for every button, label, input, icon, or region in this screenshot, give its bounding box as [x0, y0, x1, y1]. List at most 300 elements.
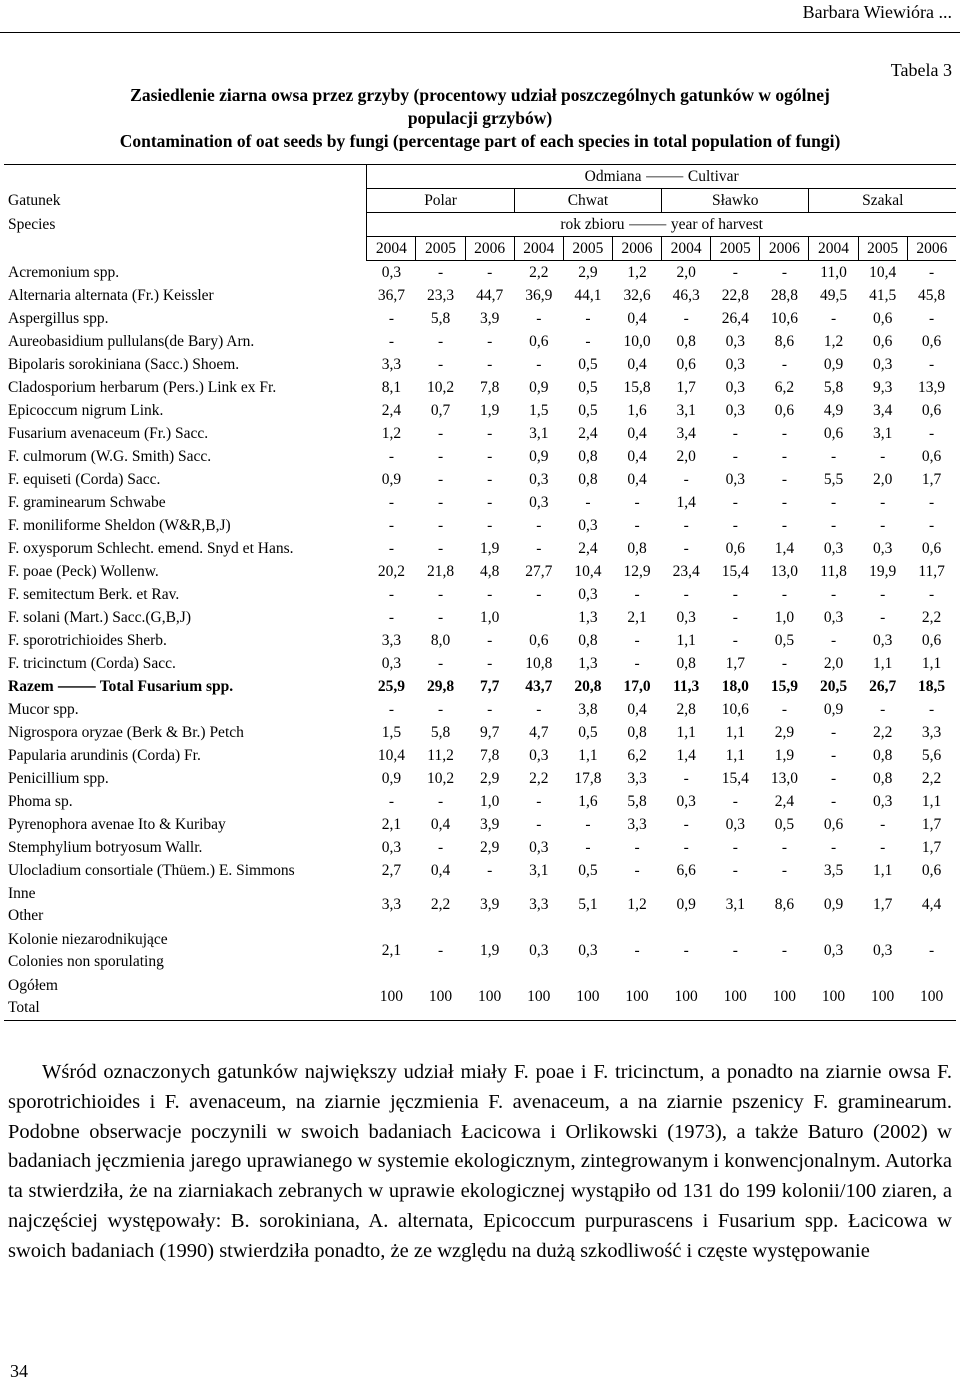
value-cell: -: [781, 862, 787, 879]
value-cell: -: [880, 448, 886, 465]
value-cell: 36,9: [525, 287, 553, 304]
value-cell: 100: [563, 974, 612, 1021]
value-cell: 1,1: [921, 793, 942, 810]
value-cell: -: [830, 632, 837, 649]
value-cell: -: [487, 701, 493, 718]
value-cell: 0,6: [921, 448, 942, 465]
value-cell: 4,8: [479, 563, 500, 580]
value-cell: -: [487, 494, 493, 511]
value-cell: 2,2: [872, 724, 893, 741]
value-cell: -: [437, 264, 444, 281]
table-row: [4, 744, 956, 767]
table-row: [4, 284, 956, 307]
value-cell: 1,1: [676, 724, 696, 741]
value-cell: 28,8: [770, 287, 798, 304]
value-cell: -: [830, 494, 837, 511]
value-cell: -: [830, 770, 837, 787]
value-cell: 9,3: [872, 379, 893, 396]
species-name: Aspergillus spp.: [8, 310, 109, 327]
value-cell: [514, 606, 563, 629]
species-name-pl: Inne: [8, 885, 36, 902]
value-cell: 44,7: [476, 287, 504, 304]
value-cell: 3,8: [578, 701, 598, 718]
value-cell: -: [732, 517, 738, 534]
value-cell: 0,5: [578, 402, 598, 419]
value-cell: 0,4: [627, 448, 647, 465]
value-cell: -: [634, 586, 640, 603]
value-cell: -: [437, 839, 444, 856]
value-cell: -: [634, 494, 640, 511]
value-cell: 1,9: [479, 942, 500, 959]
value-cell: -: [388, 494, 394, 511]
value-cell: 3,9: [479, 310, 500, 327]
value-cell: 1,7: [676, 379, 696, 396]
value-cell: 1,1: [872, 862, 893, 879]
value-cell: 15,8: [623, 379, 651, 396]
value-cell: 0,8: [872, 770, 893, 787]
value-cell: 0,8: [676, 655, 696, 672]
value-cell: -: [781, 655, 787, 672]
value-cell: -: [388, 609, 394, 626]
value-cell: 0,9: [381, 770, 402, 787]
value-cell: 0,5: [578, 379, 598, 396]
value-cell: -: [781, 942, 787, 959]
value-cell: 1,6: [627, 402, 647, 419]
value-cell: 1,2: [627, 264, 647, 281]
value-cell: 1,9: [479, 540, 500, 557]
value-cell: -: [732, 862, 738, 879]
value-cell: -: [536, 310, 542, 327]
table-row: [4, 422, 956, 445]
value-cell: -: [732, 425, 738, 442]
value-cell: 100: [465, 974, 514, 1021]
page-number: 34: [10, 1361, 28, 1381]
value-cell: 0,8: [578, 632, 598, 649]
value-cell: 11,0: [820, 264, 847, 281]
species-name-en: Total: [8, 999, 40, 1016]
table-row: [4, 675, 956, 698]
value-cell: 0,3: [872, 540, 893, 557]
value-cell: 0,4: [430, 862, 451, 879]
value-cell: -: [781, 471, 787, 488]
value-cell: 0,8: [627, 724, 647, 741]
value-cell: 10,4: [574, 563, 602, 580]
year-header-cell: 2004: [367, 237, 416, 261]
species-name: Stemphylium botryosum Wallr.: [8, 839, 203, 856]
value-cell: 41,5: [869, 287, 897, 304]
value-cell: 0,6: [872, 310, 893, 327]
value-cell: 12,9: [623, 563, 651, 580]
value-cell: 1,7: [921, 471, 942, 488]
value-cell: -: [732, 494, 738, 511]
value-cell: 46,3: [672, 287, 700, 304]
value-cell: 32,6: [623, 287, 651, 304]
value-cell: 17,8: [574, 770, 602, 787]
value-cell: -: [732, 264, 738, 281]
value-cell: -: [487, 862, 493, 879]
value-cell: 6,2: [774, 379, 795, 396]
value-cell: 2,1: [627, 609, 647, 626]
year-header-cell: 2005: [416, 237, 465, 261]
value-cell: 0,3: [872, 356, 893, 373]
value-cell: 5,8: [430, 724, 451, 741]
value-cell: 7,8: [479, 379, 500, 396]
cultivar-slawko: Sławko: [662, 189, 809, 213]
value-cell: 0,3: [529, 471, 549, 488]
species-name: [4, 974, 367, 1021]
value-cell: 1,9: [774, 747, 795, 764]
table-row: [4, 790, 956, 813]
species-name: F. graminearum Schwabe: [8, 494, 166, 511]
value-cell: -: [830, 310, 837, 327]
value-cell: 36,7: [377, 287, 405, 304]
value-cell: -: [585, 333, 591, 350]
table-row: [4, 376, 956, 399]
table-row: [4, 491, 956, 514]
year-header-cell: 2004: [809, 237, 858, 261]
value-cell: -: [683, 816, 689, 833]
value-cell: 3,3: [381, 896, 402, 913]
value-cell: 100: [514, 974, 563, 1021]
value-cell: -: [830, 747, 837, 764]
year-header-cell: 2004: [514, 237, 563, 261]
value-cell: -: [536, 701, 542, 718]
value-cell: -: [388, 333, 394, 350]
value-cell: 3,9: [479, 896, 500, 913]
value-cell: -: [929, 701, 935, 718]
value-cell: -: [487, 632, 493, 649]
table-row: [4, 606, 956, 629]
value-cell: 17,0: [623, 678, 651, 695]
species-name: Cladosporium herbarum (Pers.) Link ex Fr.: [8, 379, 277, 396]
value-cell: -: [585, 310, 591, 327]
value-cell: 0,3: [529, 494, 549, 511]
value-cell: 3,4: [872, 402, 893, 419]
value-cell: 2,9: [774, 724, 795, 741]
table-caption: [0, 84, 960, 153]
value-cell: 15,4: [721, 770, 749, 787]
species-name: F. solani (Mart.) Sacc.(G,B,J): [8, 609, 192, 626]
value-cell: 1,4: [676, 747, 696, 764]
value-cell: 2,0: [872, 471, 893, 488]
value-cell: 3,1: [872, 425, 893, 442]
value-cell: 0,6: [725, 540, 745, 557]
value-cell: 1,5: [529, 402, 549, 419]
value-cell: 10,4: [869, 264, 897, 281]
value-cell: 11,7: [918, 563, 945, 580]
value-cell: -: [683, 770, 689, 787]
cultivar-header: Odmiana ⸻ Cultivar: [367, 165, 956, 189]
species-name: F. equiseti (Corda) Sacc.: [8, 471, 161, 488]
value-cell: 6,2: [627, 747, 647, 764]
table-row: [4, 353, 956, 376]
value-cell: 2,2: [921, 770, 942, 787]
caption-line-3: Contamination of oat seeds by fungi (percentage part of each species in total population of fungi): [119, 131, 841, 151]
value-cell: -: [683, 586, 689, 603]
species-header-pl: Gatunek: [8, 191, 61, 209]
value-cell: 6,6: [676, 862, 696, 879]
value-cell: 2,0: [676, 264, 696, 281]
value-cell: 0,3: [725, 379, 745, 396]
value-cell: 0,3: [529, 747, 549, 764]
value-cell: 22,8: [721, 287, 749, 304]
value-cell: -: [536, 793, 542, 810]
value-cell: 100: [711, 974, 760, 1021]
species-name: Epicoccum nigrum Link.: [8, 402, 164, 419]
value-cell: 0,3: [872, 632, 893, 649]
species-name: Penicillium spp.: [8, 770, 109, 787]
value-cell: 2,7: [381, 862, 402, 879]
table-row: [4, 583, 956, 606]
value-cell: -: [487, 448, 493, 465]
value-cell: 1,1: [725, 747, 745, 764]
value-cell: -: [487, 264, 493, 281]
value-cell: 3,3: [921, 724, 942, 741]
value-cell: 10,2: [426, 379, 455, 396]
value-cell: 1,9: [479, 402, 500, 419]
table-label: Tabela 3: [890, 60, 952, 80]
value-cell: 8,6: [774, 896, 795, 913]
species-name: F. poae (Peck) Wollenw.: [8, 563, 159, 580]
fungi-table: [4, 164, 956, 1021]
value-cell: 0,8: [676, 333, 696, 350]
value-cell: 1,7: [872, 896, 893, 913]
value-cell: 1,6: [578, 793, 598, 810]
species-name: F. tricinctum (Corda) Sacc.: [8, 655, 176, 672]
value-cell: 0,9: [823, 896, 844, 913]
value-cell: -: [437, 471, 444, 488]
value-cell: 23,4: [672, 563, 700, 580]
value-cell: -: [388, 701, 394, 718]
table-row: [4, 767, 956, 790]
species-name: Bipolaris sorokiniana (Sacc.) Shoem.: [8, 356, 240, 373]
value-cell: 2,4: [578, 425, 598, 442]
value-cell: -: [437, 494, 444, 511]
value-cell: 5,1: [578, 896, 598, 913]
value-cell: -: [388, 310, 394, 327]
value-cell: 2,4: [774, 793, 795, 810]
value-cell: -: [536, 586, 542, 603]
value-cell: -: [487, 425, 493, 442]
value-cell: -: [732, 586, 738, 603]
value-cell: -: [929, 517, 935, 534]
value-cell: -: [781, 264, 787, 281]
year-header-cell: 2006: [465, 237, 514, 261]
value-cell: 2,2: [921, 609, 942, 626]
value-cell: 0,3: [823, 540, 844, 557]
value-cell: 1,5: [381, 724, 402, 741]
value-cell: -: [388, 793, 394, 810]
table-row: [4, 836, 956, 859]
value-cell: -: [830, 724, 837, 741]
value-cell: 21,8: [426, 563, 455, 580]
value-cell: -: [781, 701, 787, 718]
value-cell: 0,3: [725, 402, 745, 419]
value-cell: -: [487, 586, 493, 603]
table-row: [4, 698, 956, 721]
species-name: F. semitectum Berk. et Rav.: [8, 586, 180, 603]
value-cell: 1,0: [479, 609, 500, 626]
table-row: [4, 514, 956, 537]
value-cell: 0,3: [381, 264, 402, 281]
value-cell: 2,2: [529, 770, 549, 787]
value-cell: 0,6: [921, 540, 942, 557]
value-cell: -: [683, 517, 689, 534]
species-name: Alternaria alternata (Fr.) Keissler: [8, 287, 214, 304]
species-name-en: Colonies non sporulating: [8, 953, 164, 970]
value-cell: 1,7: [921, 839, 942, 856]
value-cell: 1,1: [578, 747, 598, 764]
table-row: [4, 629, 956, 652]
year-header: rok zbioru ⸻ year of harvest: [367, 213, 956, 237]
value-cell: 0,6: [529, 632, 549, 649]
value-cell: 100: [662, 974, 711, 1021]
value-cell: 0,3: [676, 609, 696, 626]
value-cell: -: [683, 839, 689, 856]
species-name: Acremonium spp.: [8, 263, 120, 281]
value-cell: 0,6: [921, 333, 942, 350]
value-cell: 13,0: [770, 770, 798, 787]
value-cell: 1,0: [479, 793, 500, 810]
value-cell: 2,2: [430, 896, 451, 913]
value-cell: 100: [416, 974, 465, 1021]
value-cell: -: [683, 942, 689, 959]
value-cell: 0,3: [578, 517, 598, 534]
value-cell: -: [536, 517, 542, 534]
year-header-cell: 2005: [858, 237, 907, 261]
species-name: Phoma sp.: [8, 793, 73, 810]
cultivar-szakal: Szakal: [809, 189, 956, 213]
value-cell: -: [437, 356, 444, 373]
value-cell: 2,8: [676, 701, 696, 718]
value-cell: 4,9: [823, 402, 844, 419]
value-cell: 1,7: [921, 816, 942, 833]
value-cell: -: [929, 310, 935, 327]
value-cell: 10,8: [525, 655, 553, 672]
table-row: [4, 468, 956, 491]
value-cell: -: [781, 448, 787, 465]
value-cell: 8,6: [774, 333, 795, 350]
value-cell: 0,3: [676, 793, 696, 810]
table-row: [4, 882, 956, 928]
value-cell: -: [437, 517, 444, 534]
header-rule: [0, 32, 960, 33]
value-cell: 0,5: [578, 862, 598, 879]
value-cell: 2,1: [381, 942, 402, 959]
species-name: [4, 882, 367, 928]
value-cell: 100: [858, 974, 907, 1021]
value-cell: 0,3: [529, 942, 549, 959]
value-cell: 0,5: [774, 632, 795, 649]
value-cell: -: [536, 816, 542, 833]
year-header-cell: 2006: [612, 237, 661, 261]
value-cell: 0,6: [529, 333, 549, 350]
species-name-en: Other: [8, 907, 44, 924]
value-cell: -: [634, 655, 640, 672]
value-cell: 5,8: [430, 310, 451, 327]
value-cell: -: [487, 517, 493, 534]
value-cell: 100: [612, 974, 661, 1021]
value-cell: 2,0: [823, 655, 844, 672]
value-cell: -: [929, 264, 935, 281]
value-cell: 2,2: [529, 264, 549, 281]
species-header-en: Species: [8, 215, 56, 233]
value-cell: -: [536, 540, 542, 557]
value-cell: 0,6: [823, 425, 844, 442]
value-cell: 0,3: [529, 839, 549, 856]
value-cell: 0,7: [430, 402, 451, 419]
value-cell: 0,3: [823, 609, 844, 626]
species-name: F. moniliforme Sheldon (W&R,B,J): [8, 517, 231, 534]
value-cell: -: [830, 448, 837, 465]
value-cell: 7,7: [479, 678, 500, 695]
cultivar-chwat: Chwat: [514, 189, 661, 213]
species-name: Nigrospora oryzae (Berk & Br.) Petch: [8, 724, 244, 741]
value-cell: 1,4: [774, 540, 795, 557]
value-cell: 10,0: [623, 333, 651, 350]
species-name: [4, 928, 367, 974]
table-row: [4, 307, 956, 330]
value-cell: 100: [760, 974, 809, 1021]
value-cell: -: [880, 701, 886, 718]
value-cell: 11,8: [820, 563, 847, 580]
year-header-cell: 2005: [711, 237, 760, 261]
value-cell: 1,3: [578, 609, 598, 626]
value-cell: 0,3: [872, 942, 893, 959]
table-row: [4, 974, 956, 1021]
value-cell: 3,3: [381, 356, 402, 373]
value-cell: -: [880, 609, 886, 626]
value-cell: 3,1: [725, 896, 745, 913]
value-cell: 10,4: [377, 747, 405, 764]
value-cell: -: [732, 942, 738, 959]
value-cell: 1,1: [725, 724, 745, 741]
value-cell: -: [388, 586, 394, 603]
value-cell: 5,8: [627, 793, 647, 810]
value-cell: 5,8: [823, 379, 844, 396]
value-cell: 1,2: [823, 333, 844, 350]
value-cell: 3,4: [676, 425, 696, 442]
value-cell: 3,1: [529, 862, 549, 879]
value-cell: -: [634, 517, 640, 534]
body-paragraph-text: Wśród oznaczonych gatunków największy udział miały F. poae i F. tricinctum, a ponadto na ziarnie owsa F. sporotrichioides i F. avenaceum, na ziarnie jęczmienia F. avenaceum, a na ziarnie pszenicy F. graminearum. Podobne obserwacje poczynili w swoich badaniach Łacicowa i Orlikowski (1973), a także Baturo (2002) w badaniach jęczmienia jarego uprawianego w systemie ekologicznym, zintegrowanym i konwencjonalnym. Autorka ta stwierdziła, że na ziarniakach zebranych w uprawie ekologicznej wystąpiło od 131 do 199 kolonii/100 ziaren, a najczęściej występowały: B. sorokiniana, A. alternata, Epicoccum purpurascens i Fusarium spp. Łacicowa w swoich badaniach (1990) stwierdziła ponadto, że ze względu na dużą szkodliwość i częste występowanie: [8, 1061, 952, 1262]
species-name: F. oxysporum Schlecht. emend. Snyd et Hans.: [8, 540, 294, 557]
value-cell: 23,3: [426, 287, 455, 304]
value-cell: -: [634, 632, 640, 649]
species-name: Mucor spp.: [8, 701, 79, 718]
value-cell: 0,4: [627, 701, 647, 718]
value-cell: 7,8: [479, 747, 500, 764]
value-cell: -: [487, 356, 493, 373]
value-cell: 43,7: [525, 678, 553, 695]
value-cell: -: [880, 517, 886, 534]
species-name: Ulocladium consortiale (Thüem.) E. Simmons: [8, 862, 295, 879]
value-cell: 0,6: [823, 816, 844, 833]
value-cell: 0,3: [578, 942, 598, 959]
table-row: [4, 813, 956, 836]
value-cell: 100: [907, 974, 956, 1021]
value-cell: -: [732, 793, 738, 810]
year-header-cell: 2005: [563, 237, 612, 261]
value-cell: 1,7: [725, 655, 745, 672]
value-cell: 15,9: [770, 678, 798, 695]
value-cell: 0,3: [823, 942, 844, 959]
value-cell: 3,9: [479, 816, 500, 833]
value-cell: 0,3: [872, 793, 893, 810]
value-cell: 100: [367, 974, 416, 1021]
value-cell: -: [437, 793, 444, 810]
value-cell: 0,4: [627, 471, 647, 488]
